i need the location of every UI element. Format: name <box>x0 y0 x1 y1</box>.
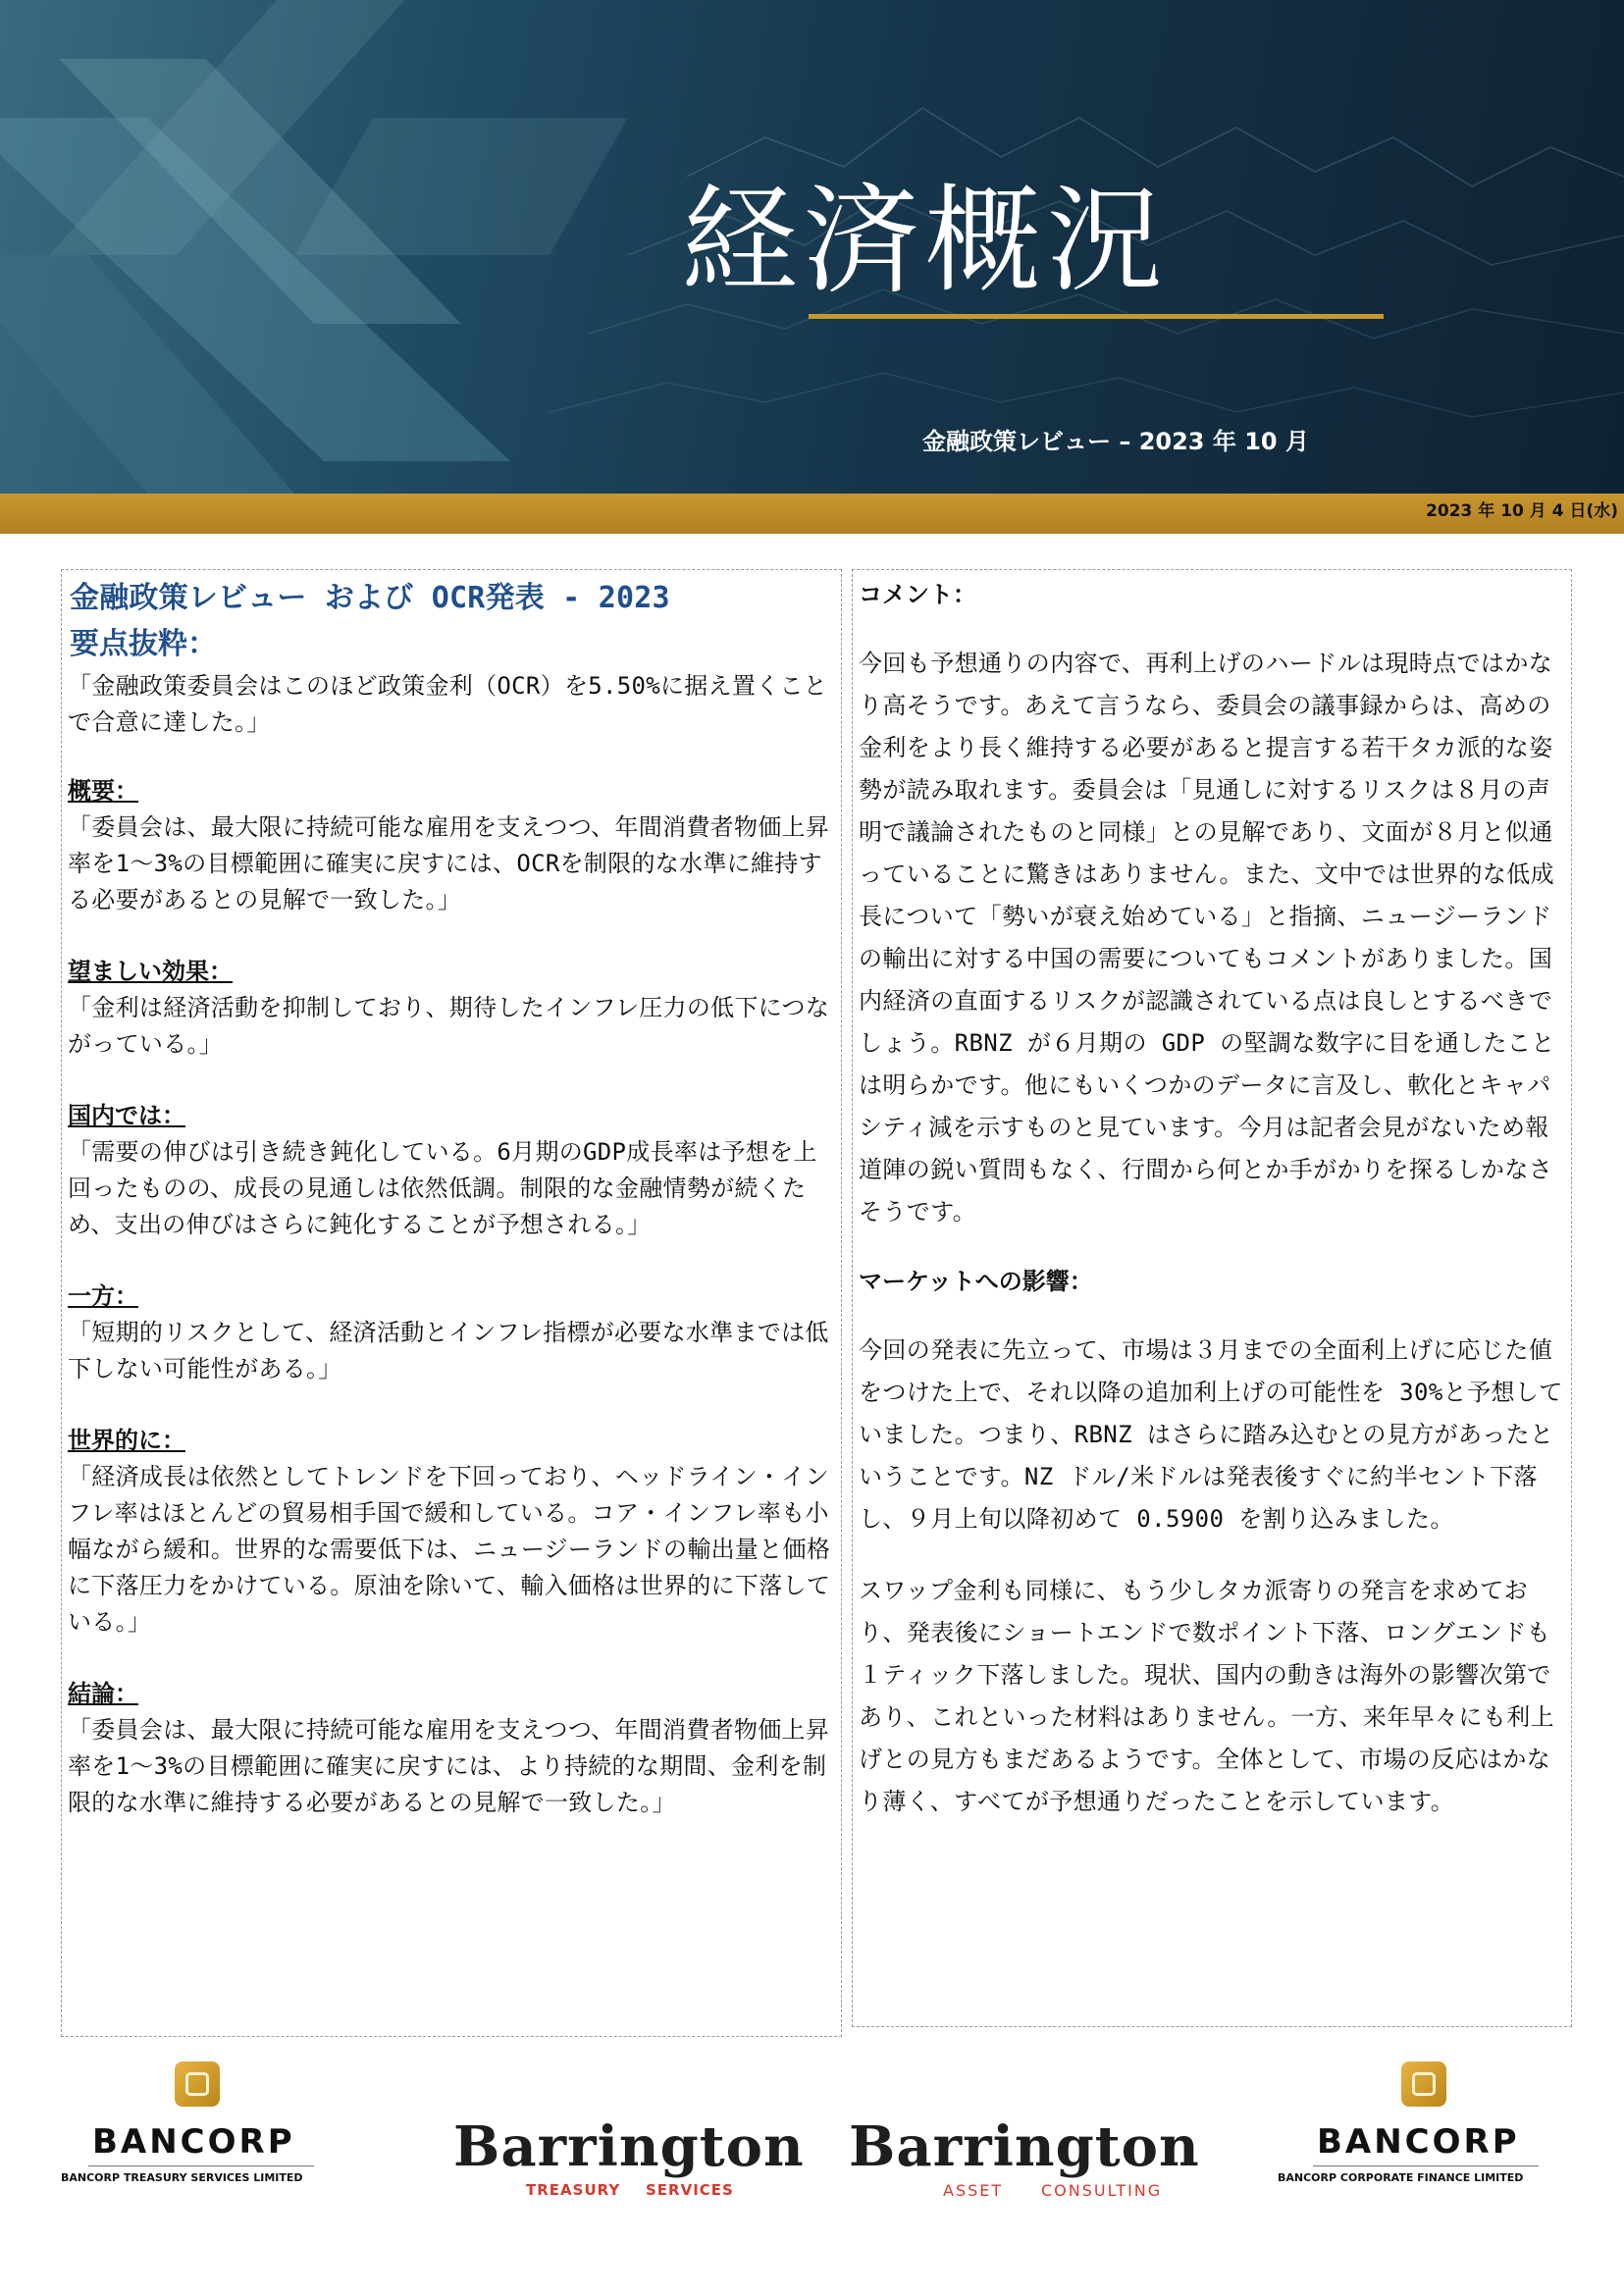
market-impact-heading: マーケットへの影響： <box>859 1268 1093 1295</box>
logo-barrington-asset <box>849 2056 1200 2213</box>
barrington-name: Barrington <box>849 2114 1200 2179</box>
page-subtitle: 金融政策レビュー – 2023 年 10 月 <box>922 428 1309 455</box>
barrington-name: Barrington <box>453 2114 805 2179</box>
barrington-sub-left: ASSET <box>943 2181 1004 2200</box>
bancorp-name: BANCORP <box>92 2122 295 2162</box>
bancorp-emblem-icon <box>1401 2061 1446 2107</box>
commentary-column <box>852 569 1572 2027</box>
logo-barrington-treasury <box>453 2056 805 2213</box>
barrington-sub-right: CONSULTING <box>1041 2181 1163 2200</box>
key-points-column <box>61 569 842 2037</box>
section-body-domestic: 「需要の伸びは引き続き鈍化している。6月期のGDP成長率は予想を上回ったものの、成長の見通しは依然低調。制限的な金融情勢が続くため、支出の伸びはさらに鈍化することが予想される。」 <box>68 1138 817 1238</box>
bancorp-subname: BANCORP TREASURY SERVICES LIMITED <box>61 2171 303 2184</box>
market-impact-body-2: スワップ金利も同様に、もう少しタカ派寄りの発言を求めており、発表後にショートエンドで数ポイント下落、ロングエンドも１ティック下落しました。現状、国内の動きは海外の影響次第であり、これといった材料はありません。一方、来年早々にも利上げとの見方もまだあるようです。全体として、市場の反応はかなり薄く、すべてが予想通りだったことを示しています。 <box>859 1577 1555 1815</box>
section-body-overview: 「委員会は、最大限に持続可能な雇用を支えつつ、年間消費者物価上昇率を1～3%の目標範囲に確実に戻すには、OCRを制限的な水準に維持する必要があるとの見解で一致した。」 <box>68 813 830 913</box>
market-impact-body-1: 今回の発表に先立って、市場は３月までの全面利上げに応じた値をつけた上で、それ以降の追加利上げの可能性を 30%と予想していました。つまり、RBNZ はさらに踏み込むとの見方があったということです。NZ ドル/米ドルは発表後すぐに約半セント下落し、９月上旬以降初めて 0.5900 を割り込みました。 <box>859 1336 1563 1533</box>
comment-body: 今回も予想通りの内容で、再利上げのハードルは現時点ではかなり高そうです。あえて言うなら、委員会の議事録からは、高めの金利をより長く維持する必要があると提言する若干タカ派的な姿勢が読み取れます。委員会は「見通しに対するリスクは８月の声明で議論されたものと同様」との見解であり、文面が８月と似通っていることに驚きはありません。また、文中では世界的な低成長について「勢いが衰え始めている」と指摘、ニュージーランドの輸出に対する中国の需要についてもコメントがありました。国内経済の直面するリスクが認識されている点は良しとするべきでしょう。RBNZ が６月期の GDP の堅調な数字に目を通したことは明らかです。他にもいくつかのデータに言及し、軟化とキャパシティ減を示すものと見ています。今月は記者会見がないため報道陣の鋭い質問もなく、行間から何とか手がかりを探るしかなさそうです。 <box>859 650 1555 1226</box>
document-title: 金融政策レビュー および OCR発表 - 2023 <box>70 581 670 615</box>
section-body-global: 「経済成長は依然としてトレンドを下回っており、ヘッドライン・インフレ率はほとんどの貿易相手国で緩和している。コア・インフレ率も小幅ながら緩和。世界的な需要低下は、ニュージーランドの輸出量と価格に下落圧力をかけている。原油を除いて、輸入価格は世界的に下落している。」 <box>68 1463 831 1636</box>
section-body-desired-effect: 「金利は経済活動を抑制しており、期待したインフレ圧力の低下につながっている。」 <box>68 994 830 1058</box>
comment-heading: コメント： <box>859 581 976 608</box>
logo-bancorp-corporate-finance <box>1276 2056 1541 2213</box>
logo-bancorp-treasury <box>59 2056 324 2213</box>
gold-band <box>0 494 1624 534</box>
header-banner <box>0 0 1624 494</box>
page-title: 経済概況 <box>681 173 1169 308</box>
bancorp-emblem-icon <box>175 2061 220 2107</box>
section-body-conclusion: 「委員会は、最大限に持続可能な雇用を支えつつ、年間消費者物価上昇率を1～3%の目標範囲に確実に戻すには、より持続的な期間、金利を制限的な水準に維持する必要があるとの見解で一致した。」 <box>68 1716 830 1816</box>
section-heading-conclusion: 結論： <box>68 1680 138 1707</box>
title-underline <box>809 314 1384 319</box>
publication-date: 2023 年 10 月 4 日(水) <box>1426 501 1618 521</box>
barrington-sub-right: SERVICES <box>646 2181 734 2199</box>
section-heading-domestic: 国内では： <box>68 1102 185 1129</box>
bancorp-name: BANCORP <box>1317 2122 1520 2162</box>
section-heading-overview: 概要： <box>68 777 138 805</box>
intro-quote: 「金融政策委員会はこのほど政策金利（OCR）を5.50%に据え置くことで合意に達した。」 <box>68 672 828 736</box>
key-points-heading: 要点抜粋： <box>70 627 217 661</box>
section-body-however: 「短期的リスクとして、経済活動とインフレ指標が必要な水準までは低下しない可能性がある。」 <box>68 1319 829 1382</box>
bancorp-subname: BANCORP CORPORATE FINANCE LIMITED <box>1278 2171 1524 2184</box>
section-heading-desired-effect: 望ましい効果： <box>68 958 233 985</box>
section-heading-global: 世界的に： <box>68 1427 185 1454</box>
section-heading-however: 一方： <box>68 1282 138 1310</box>
barrington-sub-left: TREASURY <box>526 2181 621 2199</box>
